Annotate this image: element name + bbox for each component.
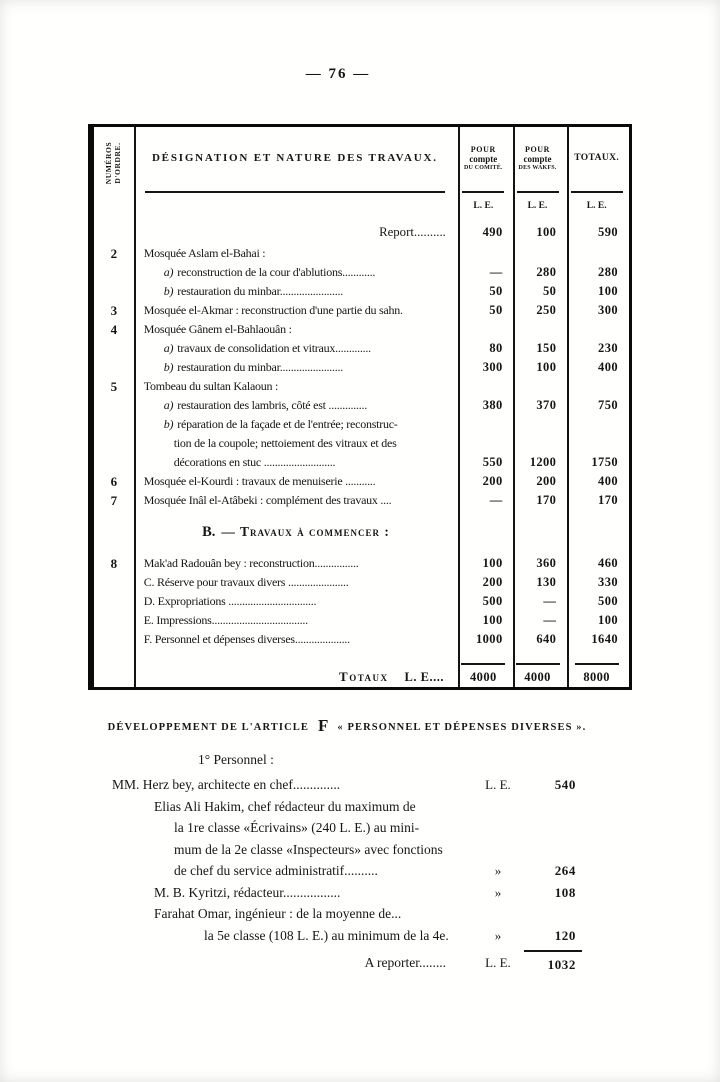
- amount-wakfs: 250: [536, 303, 557, 317]
- order-number: [94, 611, 134, 630]
- totals-row: [94, 665, 629, 689]
- personnel-text: MM. Herz bey, architecte en chef..............: [112, 777, 341, 792]
- designation: décorations en stuc ..........................: [173, 455, 336, 469]
- column-divider: [567, 127, 569, 687]
- amount-wakfs: 100: [536, 225, 557, 239]
- order-number: 3: [110, 303, 118, 318]
- item-letter: a): [163, 265, 174, 279]
- carry-forward-currency: L. E.: [485, 955, 511, 970]
- personnel-line: [112, 839, 582, 861]
- order-number: [94, 592, 134, 611]
- amount-wakfs: [511, 244, 565, 263]
- carry-forward-row: [112, 950, 582, 976]
- amount-wakfs: —: [543, 594, 557, 608]
- table-row: [94, 630, 629, 649]
- order-number: [94, 220, 134, 244]
- header-rule: [145, 191, 445, 193]
- designation-text: travaux de consolidation et vitraux.............: [177, 341, 371, 355]
- amount-comite: 1000: [476, 632, 503, 646]
- designation: Report..........: [379, 225, 446, 239]
- table-row: [94, 592, 629, 611]
- personnel-line: [112, 925, 582, 947]
- amount-comite: 200: [482, 575, 503, 589]
- amount-wakfs: [511, 415, 565, 434]
- currency-label-comite: L. E.: [473, 201, 494, 211]
- wakfs-header-line3: DES WAKFS.: [518, 165, 557, 171]
- amount-wakfs: 170: [536, 493, 557, 507]
- personnel-text: la 5e classe (108 L. E.) au minimum de la 4e.: [204, 927, 449, 943]
- personnel-line: [112, 882, 582, 904]
- designation-text: réparation de la façade et de l'entrée; reconstruc-: [177, 417, 398, 431]
- column-header-designation: DÉSIGNATION ET NATURE DES TRAVAUX.: [151, 152, 438, 164]
- table-row: [94, 358, 629, 377]
- personnel-text: de chef du service administratif..........: [174, 863, 378, 878]
- order-number: [94, 339, 134, 358]
- designation: F. Personnel et dépenses diverses....................: [143, 632, 350, 646]
- personnel-amount: 108: [554, 884, 576, 900]
- amount-comite: 550: [482, 455, 503, 469]
- totals-label: [134, 665, 456, 689]
- comite-header-line2: compte: [469, 154, 498, 164]
- amount-comite: 50: [489, 284, 503, 298]
- section-b-label: — Travaux à commencer :: [221, 524, 390, 539]
- development-section: [107, 716, 587, 976]
- personnel-line: [112, 796, 582, 818]
- amount-total: 300: [598, 303, 618, 317]
- order-number: [94, 434, 134, 453]
- amount-total: 100: [598, 613, 618, 627]
- amount-total: 400: [598, 474, 618, 488]
- table-row: [94, 263, 629, 282]
- order-number: 4: [110, 322, 118, 337]
- amount-total: 1640: [591, 632, 618, 646]
- currency-row: [94, 194, 629, 218]
- table-row: [94, 611, 629, 630]
- personnel-text: Elias Ali Hakim, chef rédacteur du maximum de: [154, 798, 416, 814]
- designation: Mosquée el-Kourdi : travaux de menuiserie ...........: [143, 474, 376, 488]
- section-b-heading: [94, 510, 629, 554]
- amount-total: 400: [598, 360, 618, 374]
- order-number: [94, 415, 134, 434]
- development-title-suffix: « PERSONNEL ET DÉPENSES DIVERSES ».: [337, 722, 587, 733]
- column-header-comite: [456, 127, 511, 189]
- amount-comite: 380: [482, 398, 503, 412]
- amount-comite: [456, 320, 511, 339]
- amount-comite: 200: [482, 474, 503, 488]
- amount-comite: 80: [489, 341, 503, 355]
- order-number: [94, 358, 134, 377]
- amount-total: 1750: [591, 455, 618, 469]
- item-letter: b): [163, 417, 174, 431]
- personnel-text: M. B. Kyritzi, rédacteur.................: [154, 884, 341, 900]
- amount-total: 500: [598, 594, 618, 608]
- personnel-currency: »: [494, 927, 502, 943]
- amount-wakfs: 200: [536, 474, 557, 488]
- designation: Tombeau du sultan Kalaoun :: [143, 379, 279, 393]
- amount-wakfs: 50: [543, 284, 557, 298]
- amount-wakfs: 640: [536, 632, 557, 646]
- column-divider: [134, 127, 136, 687]
- personnel-text: la 1re classe «Écrivains» (240 L. E.) au mini-: [174, 820, 420, 835]
- amount-wakfs: [511, 377, 565, 396]
- order-header-line2: D'ORDRE.: [113, 142, 122, 184]
- order-number: 2: [110, 246, 118, 261]
- comite-header-line1: POUR: [470, 145, 496, 154]
- order-header-line1: NUMÉROS: [104, 141, 113, 185]
- designation-text: restauration des lambris, côté est ..............: [177, 398, 367, 412]
- section-b-letter: B.: [202, 524, 216, 540]
- table-row: [94, 377, 629, 396]
- table-header-row: [94, 127, 629, 189]
- amount-total: 100: [598, 284, 618, 298]
- designation: [134, 263, 456, 282]
- personnel-currency: »: [494, 884, 502, 900]
- personnel-line: [112, 860, 582, 882]
- order-number: 7: [110, 493, 118, 508]
- currency-label-wakfs: L. E.: [527, 201, 548, 211]
- item-letter: b): [163, 360, 174, 374]
- amount-comite: [456, 377, 511, 396]
- total-wakfs: 4000: [524, 670, 551, 684]
- column-divider: [513, 127, 515, 687]
- item-letter: a): [163, 398, 174, 412]
- comite-header-line3: DU COMITÉ.: [463, 165, 503, 171]
- table-row: [94, 339, 629, 358]
- designation: [134, 358, 456, 377]
- designation-text: restauration du minbar.......................: [177, 360, 343, 374]
- table-row: [94, 415, 629, 434]
- table-row: [94, 244, 629, 263]
- table-row: [94, 573, 629, 592]
- table-row: [94, 491, 629, 510]
- amount-total: 460: [598, 556, 618, 570]
- amount-wakfs: 1200: [529, 455, 557, 469]
- amount-comite: 500: [482, 594, 503, 608]
- amount-wakfs: 130: [536, 575, 557, 589]
- personnel-text: mum de la 2e classe «Inspecteurs» avec fonctions: [174, 841, 443, 857]
- amount-comite: 100: [482, 556, 503, 570]
- personnel-amount: 264: [554, 863, 576, 878]
- table-row: [94, 453, 629, 472]
- designation: C. Réserve pour travaux divers ......................: [143, 575, 349, 589]
- totals-currency: L. E....: [404, 670, 444, 684]
- development-title: [92, 716, 602, 736]
- item-letter: a): [163, 341, 174, 355]
- designation: tion de la coupole; nettoiement des vitraux et des: [173, 436, 397, 450]
- personnel-line: [112, 817, 582, 839]
- order-number: 8: [110, 556, 118, 571]
- column-header-order: [104, 131, 124, 195]
- personnel-amount: 120: [554, 927, 576, 943]
- amount-total: 170: [598, 493, 618, 507]
- carry-forward-amount: 1032: [524, 950, 582, 976]
- table-row: [94, 301, 629, 320]
- order-number: 5: [110, 379, 118, 394]
- wakfs-header-line1: POUR: [524, 145, 551, 154]
- amount-comite: 100: [482, 613, 503, 627]
- table-row: [94, 396, 629, 415]
- totals-label-text: Totaux: [339, 669, 389, 684]
- designation-text: reconstruction de la cour d'ablutions............: [177, 265, 376, 279]
- column-header-wakfs: [511, 127, 565, 189]
- designation: Mosquée Inâl el-Atâbeki : complément des travaux ....: [143, 493, 392, 507]
- table-row: [94, 282, 629, 301]
- amount-total: 750: [598, 398, 618, 412]
- page-number: — 76 —: [305, 66, 371, 82]
- amount-wakfs: 150: [536, 341, 557, 355]
- totals-rule-row: [94, 657, 629, 665]
- designation-text: restauration du minbar.......................: [177, 284, 343, 298]
- personnel-currency: »: [494, 863, 502, 878]
- designation: [134, 396, 456, 415]
- amount-total: [564, 377, 629, 396]
- designation: Mosquée Gânem el-Bahlaouân :: [143, 322, 292, 336]
- amount-total: [564, 415, 629, 434]
- designation: Mak'ad Radouân bey : reconstruction................: [143, 556, 359, 570]
- personnel-line: [112, 774, 582, 796]
- development-title-letter: F: [317, 716, 329, 735]
- header-rule: [517, 191, 559, 193]
- personnel-currency: L. E.: [485, 777, 511, 792]
- table-row: [94, 434, 629, 453]
- development-title-prefix: DÉVELOPPEMENT DE L'ARTICLE: [107, 722, 309, 733]
- designation: [134, 339, 456, 358]
- personnel-text: Farahat Omar, ingénieur : de la moyenne de...: [154, 906, 402, 921]
- amount-total: 590: [598, 225, 618, 239]
- amount-comite: [456, 244, 511, 263]
- amount-wakfs: 280: [536, 265, 557, 279]
- header-rule: [571, 191, 623, 193]
- column-header-totaux: TOTAUX.: [574, 153, 620, 163]
- designation: [134, 415, 456, 434]
- amount-total: [564, 320, 629, 339]
- works-expense-table: [88, 124, 632, 690]
- amount-comite: 50: [489, 303, 503, 317]
- table-row: [94, 472, 629, 491]
- designation: Mosquée el-Akmar : reconstruction d'une partie du sahn.: [143, 303, 403, 317]
- amount-wakfs: —: [543, 613, 557, 627]
- total-general: 8000: [583, 670, 610, 684]
- order-number: [94, 453, 134, 472]
- order-number: [94, 630, 134, 649]
- order-number: [94, 263, 134, 282]
- table-row: [94, 320, 629, 339]
- amount-wakfs: [511, 434, 565, 453]
- header-rule: [462, 191, 504, 193]
- amount-comite: 300: [482, 360, 503, 374]
- amount-total: [564, 244, 629, 263]
- amount-wakfs: [511, 320, 565, 339]
- item-letter: b): [163, 284, 174, 298]
- table-row: [94, 554, 629, 573]
- amount-total: 330: [598, 575, 618, 589]
- personnel-subtitle: 1° Personnel :: [198, 752, 274, 767]
- amount-total: 230: [598, 341, 618, 355]
- amount-wakfs: 100: [536, 360, 557, 374]
- column-divider: [458, 127, 460, 687]
- order-number: [94, 573, 134, 592]
- amount-comite: 490: [482, 225, 503, 239]
- order-number: [94, 396, 134, 415]
- personnel-amount: 540: [554, 777, 576, 792]
- amount-comite: —: [489, 493, 503, 507]
- carry-forward-label: A reporter........: [364, 955, 446, 970]
- amount-total: [564, 434, 629, 453]
- amount-wakfs: 360: [536, 556, 557, 570]
- amount-comite: —: [489, 265, 503, 279]
- currency-label-totaux: L. E.: [586, 201, 607, 211]
- designation: E. Impressions...................................: [143, 613, 308, 627]
- order-number: [94, 282, 134, 301]
- amount-wakfs: 370: [536, 398, 557, 412]
- wakfs-header-line2: compte: [523, 154, 552, 164]
- amount-comite: [456, 434, 511, 453]
- designation: [134, 282, 456, 301]
- total-comite: 4000: [470, 670, 497, 684]
- table-row-report: [94, 218, 629, 244]
- amount-comite: [456, 415, 511, 434]
- designation: Mosquée Aslam el-Bahai :: [143, 246, 266, 260]
- designation: D. Expropriations ................................: [143, 594, 317, 608]
- personnel-line: [112, 903, 582, 925]
- amount-total: 280: [598, 265, 618, 279]
- order-number: 6: [110, 474, 118, 489]
